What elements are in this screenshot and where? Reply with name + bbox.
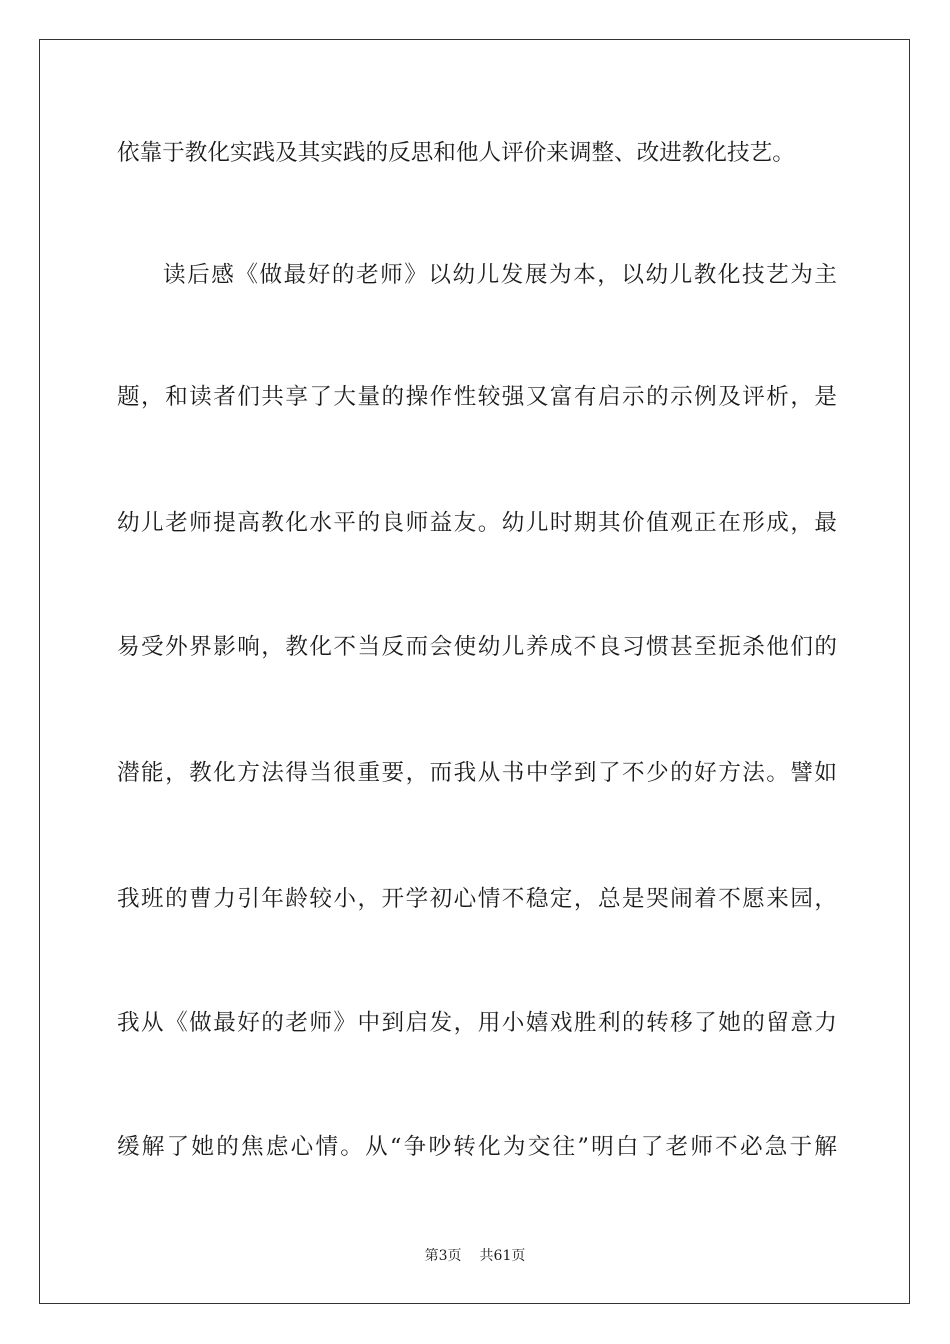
paragraph-line-6: 潜能，教化方法得当很重要，而我从书中学到了不少的好方法。譬如 bbox=[117, 760, 837, 786]
paragraph-line-9: 缓解了她的焦虑心情。从“争吵转化为交往”明白了老师不必急于解 bbox=[117, 1134, 837, 1160]
paragraph-line-3: 题，和读者们共享了大量的操作性较强又富有启示的示例及评析，是 bbox=[117, 384, 837, 410]
paragraph-line-2: 读后感《做最好的老师》以幼儿发展为本，以幼儿教化技艺为主 bbox=[163, 262, 837, 288]
page-total: 共61页 bbox=[479, 1248, 526, 1264]
paragraph-line-5: 易受外界影响，教化不当反而会使幼儿养成不良习惯甚至扼杀他们的 bbox=[117, 634, 837, 660]
paragraph-line-1: 依靠于教化实践及其实践的反思和他人评价来调整、改进教化技艺。 bbox=[117, 140, 795, 166]
paragraph-line-8: 我从《做最好的老师》中到启发，用小嬉戏胜利的转移了她的留意力 bbox=[117, 1010, 837, 1036]
page-number: 第3页 bbox=[424, 1248, 462, 1264]
paragraph-line-4: 幼儿老师提高教化水平的良师益友。幼儿时期其价值观正在形成，最 bbox=[117, 510, 837, 536]
page-border bbox=[39, 39, 910, 1304]
page-footer bbox=[0, 1245, 950, 1265]
paragraph-line-7: 我班的曹力引年龄较小，开学初心情不稳定，总是哭闹着不愿来园， bbox=[117, 886, 837, 912]
